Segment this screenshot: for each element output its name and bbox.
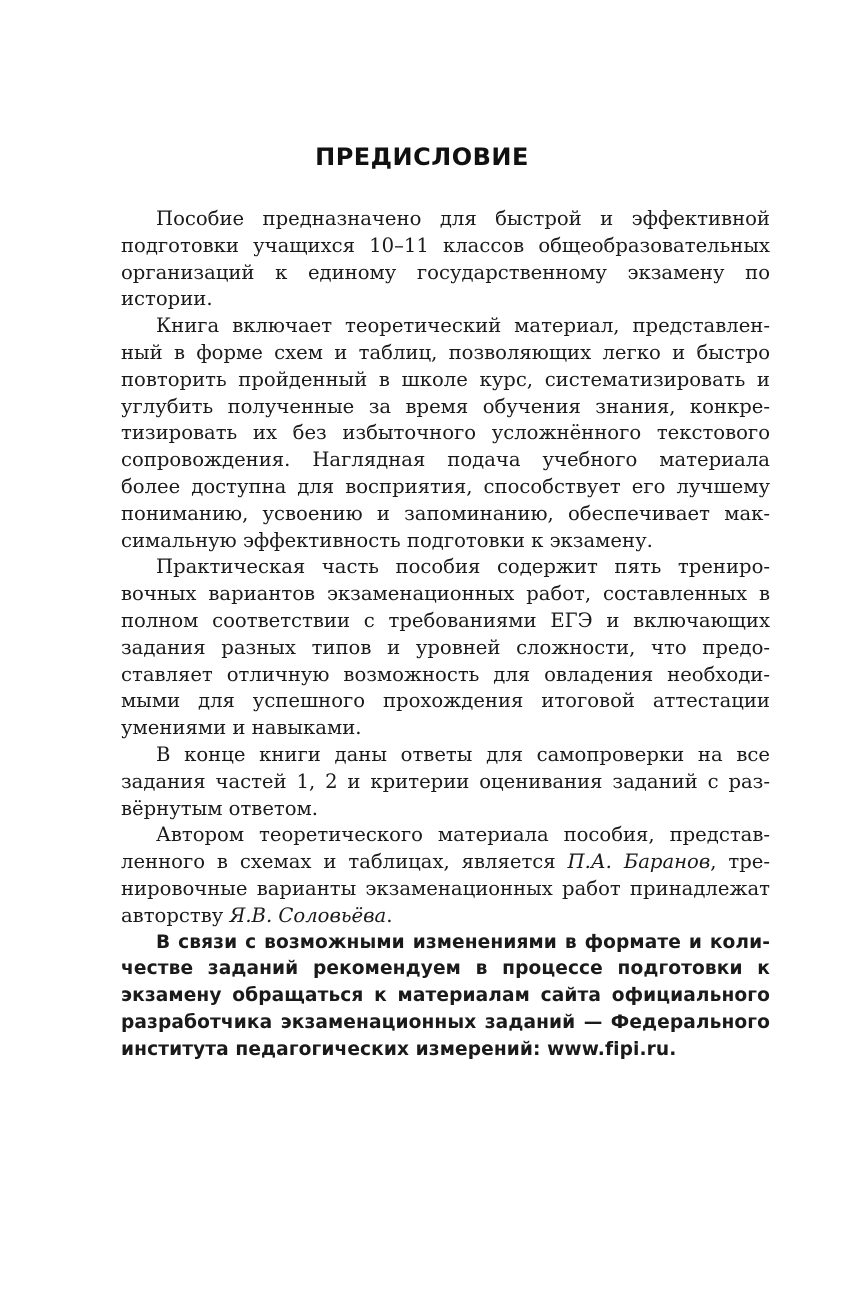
- paragraph-authors: [121, 822, 770, 929]
- paragraph-purpose: Пособие предназначено для быстрой и эффективной подготовки учащихся 10–11 классов общеобразовательных организаций к единому государственному экзамену по истории.: [121, 207, 770, 311]
- paragraph-theory: Книга включает теоретический материал, представленный в форме схем и таблиц, позволяющих легко и быстро повторить пройденный в школе курс, систематизировать и углубить полученные за время обучения знания, конкретизировать их без избыточного усложнённого текстового сопровождения. Наглядная подача учебного материала более доступна для восприятия, способствует его лучшему пониманию, усвоению и запоминанию, обеспечивает максимальную эффективность подготовки к экзамену.: [121, 314, 770, 552]
- author-solovyova: Я.В. Соловьёва: [229, 903, 387, 927]
- authors-text-middle: , тренировочные варианты экзаменационных работ принадлежат авторству: [121, 850, 770, 927]
- paragraph-fipi-notice: В связи с возможными изменениями в формате и количестве заданий рекомендуем в процессе подготовки к экзамену обращаться к материалам сайта официального разработчика экзаменационных заданий — Федерального института педагогических измерений: www.fipi.ru.: [121, 931, 770, 1060]
- paragraph-answers: В конце книги даны ответы для самопроверки на все задания частей 1, 2 и критерии оценивания заданий с развёрнутым ответом.: [121, 742, 770, 820]
- preface-body: [121, 206, 770, 1064]
- paragraph-practice: Практическая часть пособия содержит пять тренировочных вариантов экзаменационных работ, составленных в полном соответствии с требованиями ЕГЭ и включающих задания разных типов и уровней сложности, что предоставляет отличную возможность для овладения необходимыми для успешного прохождения итоговой аттестации умениями и навыками.: [121, 555, 770, 740]
- page-title: ПРЕДИСЛОВИЕ: [315, 143, 529, 171]
- authors-text-before: Автором теоретического материала пособия, представленного в схемах и таблицах, является: [121, 823, 770, 874]
- author-baranov: П.А. Баранов: [567, 850, 711, 874]
- authors-text-end: .: [386, 903, 393, 927]
